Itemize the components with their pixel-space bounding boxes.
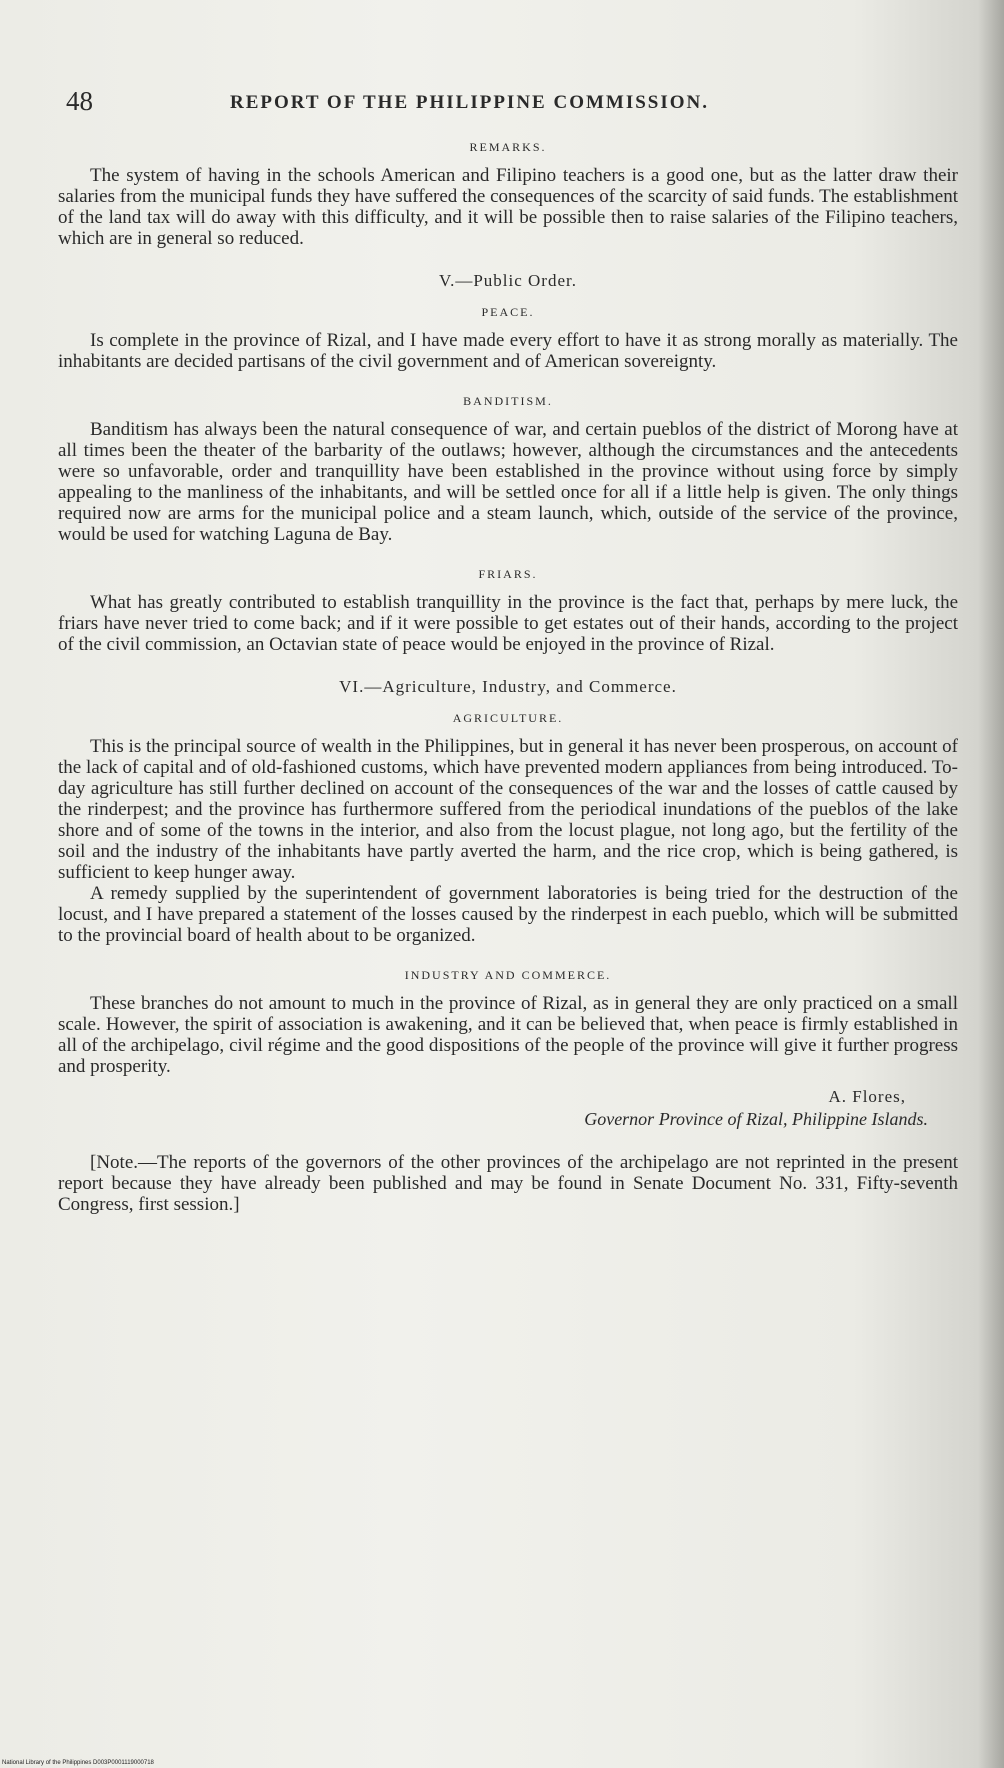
industry-heading: INDUSTRY AND COMMERCE. [404,968,612,982]
page-body [58,140,958,1215]
agriculture-heading: AGRICULTURE. [452,711,564,725]
running-head: REPORT OF THE PHILIPPINE COMMISSION. [230,92,710,113]
banditism-heading: BANDITISM. [463,394,553,408]
friars-heading: FRIARS. [478,567,538,581]
agriculture-paragraph-1: This is the principal source of wealth in the Philippines, but in general it has never been prosperous, on account of the lack of capital and of old-fashioned customs, which have prevented modern appliances from being introduced. To-day agriculture has still further declined on account of the consequences of the war and the losses of cattle caused by the rinderpest; and the province has furthermore suffered from the periodical inundations of the pueblos of the lake shore and of some of the towns in the interior, and also from the locust plague, not long ago, but the fertility of the soil and the industry of the inhabitants have partly averted the harm, and the rice crop, which is being gathered, is sufficient to keep hunger away. [58,736,958,883]
industry-paragraph: These branches do not amount to much in the province of Rizal, as in general they are only practiced on a small scale. However, the spirit of association is awakening, and it can be believed that, when peace is firmly established in all of the archipelago, civil régime and the good dispositions of the people of the province will give it further progress and prosperity. [58,993,958,1077]
agriculture-paragraph-2: A remedy supplied by the superintendent of government laboratories is being tried for the destruction of the locust, and I have prepared a statement of the losses caused by the rinderpest in each pueblo, which will be submitted to the provincial board of health about to be organized. [58,883,958,946]
peace-paragraph: Is complete in the province of Rizal, and I have made every effort to have it as strong morally as materially. The inhabitants are decided partisans of the civil government and of American sovereignty. [58,330,958,372]
peace-heading: PEACE. [481,305,535,319]
page-edge-shadow [978,0,1004,1768]
scan-footer: National Library of the Philippines D003P0001119000718 [2,1760,154,1766]
page-header [66,86,946,120]
signature-title: Governor Province of Rizal, Philippine Islands. [584,1109,928,1129]
public-order-heading: V.—Public Order. [439,271,577,290]
friars-paragraph: What has greatly contributed to establish tranquillity in the province is the fact that, perhaps by mere luck, the friars have never tried to come back; and if it were possible to get estates out of their hands, according to the project of the civil commission, an Octavian state of peace would be enjoyed in the province of Rizal. [58,592,958,655]
signature-name: A. Flores, [828,1087,906,1106]
remarks-heading: REMARKS. [469,140,547,154]
remarks-paragraph: The system of having in the schools American and Filipino teachers is a good one, but as the latter draw their salaries from the municipal funds they have suffered the consequences of the scarcity of said funds. The establishment of the land tax will do away with this difficulty, and it will be possible then to raise salaries of the Filipino teachers, which are in general so reduced. [58,165,958,249]
agriculture-section-heading: VI.—Agriculture, Industry, and Commerce. [339,677,677,696]
banditism-paragraph: Banditism has always been the natural consequence of war, and certain pueblos of the district of Morong have at all times been the theater of the barbarity of the outlaws; however, although the circumstances and the antecedents were so unfavorable, order and tranquillity have been established in the province without using force by simply appealing to the manliness of the inhabitants, and will be settled once for all if a little help is given. The only things required now are arms for the municipal police and a steam launch, which, outside of the service of the province, would be used for watching Laguna de Bay. [58,419,958,545]
page-number: 48 [66,86,93,116]
note-paragraph: [Note.—The reports of the governors of the other provinces of the archipelago are not reprinted in the present report because they have already been published and may be found in Senate Document No. 331, Fifty-seventh Congress, first session.] [58,1152,958,1215]
